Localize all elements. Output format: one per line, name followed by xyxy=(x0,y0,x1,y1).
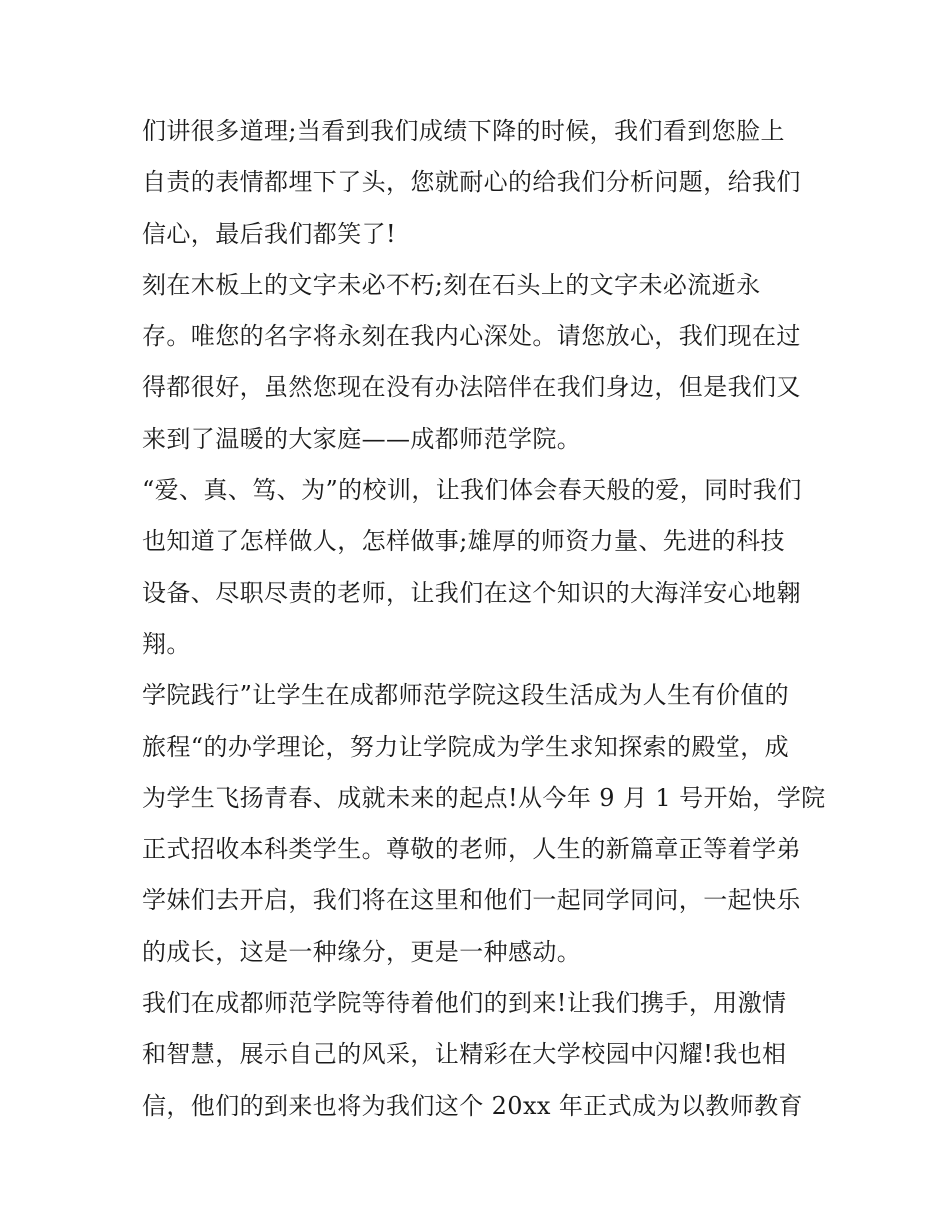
text-line: 设备、尽职尽责的老师，让我们在这个知识的大海洋安心地翱 xyxy=(142,578,801,607)
text-line: “爱、真、笃、为”的校训，让我们体会春天般的爱，同时我们 xyxy=(142,476,802,505)
text-line: 我们在成都师范学院等待着他们的到来!让我们携手，用激情 xyxy=(142,989,787,1018)
text-line: 得都很好，虽然您现在没有办法陪伴在我们身边，但是我们又 xyxy=(142,373,801,402)
text-line: 学院践行”让学生在成都师范学院这段生活成为人生有价值的 xyxy=(142,681,790,710)
text-line: 旅程“的办学理论，努力让学院成为学生求知探索的殿堂，成 xyxy=(142,732,790,761)
text-line: 也知道了怎样做人，怎样做事;雄厚的师资力量、先进的科技 xyxy=(142,527,785,556)
text-line: 学妹们去开启，我们将在这里和他们一起同学同问，一起快乐 xyxy=(142,886,801,915)
text-line: 来到了温暖的大家庭——成都师范学院。 xyxy=(142,424,582,453)
text-line: 和智慧，展示自己的风采，让精彩在大学校园中闪耀!我也相 xyxy=(142,1040,787,1069)
text-line: 存。唯您的名字将永刻在我内心深处。请您放心，我们现在过 xyxy=(142,322,801,351)
text-line: 翔。 xyxy=(142,629,191,658)
text-line: 刻在木板上的文字未必不朽;刻在石头上的文字未必流逝永 xyxy=(142,270,761,299)
text-line: 信心，最后我们都笑了! xyxy=(142,219,397,248)
text-line: 正式招收本科类学生。尊敬的老师，人生的新篇章正等着学弟 xyxy=(142,835,801,864)
text-line: 们讲很多道理;当看到我们成绩下降的时候，我们看到您脸上 xyxy=(142,117,785,145)
text-line: 的成长，这是一种缘分，更是一种感动。 xyxy=(142,937,582,966)
text-line: 信，他们的到来也将为我们这个 20xx 年正式成为以教师教育 xyxy=(142,1091,803,1120)
text-line: 为学生飞扬青春、成就未来的起点!从今年 9 月 1 号开始，学院 xyxy=(142,783,826,812)
document-body xyxy=(142,106,826,1132)
text-line: 自责的表情都埋下了头，您就耐心的给我们分析问题，给我们 xyxy=(142,168,801,197)
